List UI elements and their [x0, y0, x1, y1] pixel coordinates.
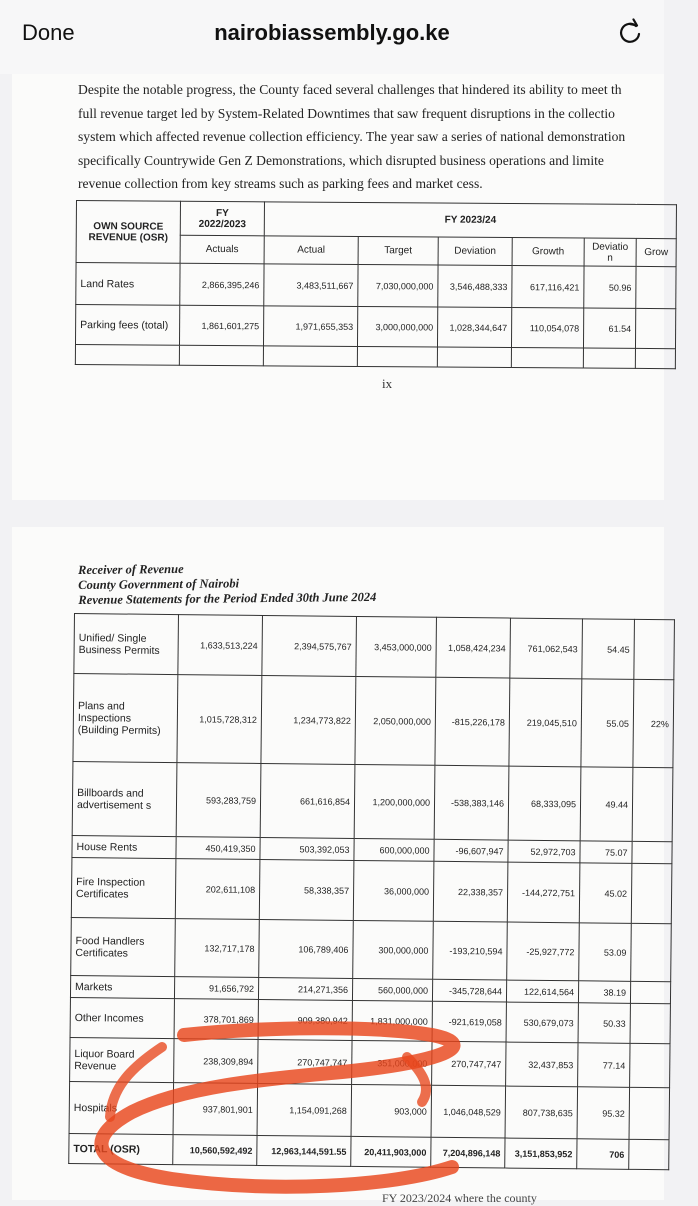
- cell-actuals-prev: 238,309,894: [174, 1039, 258, 1084]
- cell-target: 2,050,000,000: [355, 676, 436, 765]
- cell-growth: 52,972,703: [508, 840, 580, 863]
- cell-actuals-prev: 450,419,350: [176, 837, 260, 860]
- cell-actuals-prev: 10,560,592,492: [173, 1135, 257, 1166]
- cell-target: 903,000: [351, 1084, 432, 1137]
- cell-target: 560,000,000: [352, 978, 432, 1001]
- table-row: [69, 1081, 670, 1139]
- cell-dev-pct: 45.02: [579, 863, 632, 924]
- heading-line: County Government of Nairobi: [78, 576, 240, 592]
- osr-table-continued: [68, 613, 675, 1170]
- cell-deviation: 270,747,747: [432, 1041, 506, 1086]
- cell-growth-pct: [629, 1139, 669, 1169]
- cell-actual: 1,971,655,353: [263, 306, 357, 347]
- row-label: Markets: [70, 975, 174, 998]
- header-fy-year: 2022/2023: [198, 218, 247, 230]
- cell-growth-pct: [636, 266, 676, 308]
- header-fy-label: FY: [215, 207, 229, 219]
- table-row: [71, 857, 672, 923]
- cell-actuals-prev: 2,866,395,246: [180, 263, 264, 306]
- cell-dev-pct: 77.14: [578, 1043, 630, 1088]
- cell-target: 1,831,000,000: [352, 1000, 432, 1041]
- table-row-empty: [75, 344, 675, 368]
- cell-growth-pct: [630, 981, 670, 1003]
- row-label: Parking fees (total): [75, 305, 179, 346]
- cell-deviation: 1,058,424,234: [436, 617, 511, 678]
- cell-growth: 122,614,564: [506, 980, 578, 1003]
- cell-target: 3,000,000,000: [357, 306, 437, 347]
- row-label: House Rents: [72, 835, 176, 858]
- row-label: Fire Inspection Certificates: [71, 857, 176, 918]
- row-label: Food Handlers Certificates: [71, 917, 176, 976]
- footer-text-fragment: FY 2023/2024 where the county: [382, 1191, 537, 1205]
- cell-actuals-prev: 937,801,901: [173, 1083, 258, 1136]
- cell-growth: 617,116,421: [512, 266, 584, 309]
- header-fy-curr: FY 2023/24: [264, 202, 676, 239]
- cell-deviation: 22,338,357: [433, 861, 508, 922]
- table-row: [71, 917, 672, 981]
- cell-growth-pct: [631, 923, 672, 981]
- row-label: Unified/ Single Business Permits: [74, 614, 179, 675]
- document-page-2: [12, 527, 669, 1205]
- statement-heading: [78, 560, 376, 608]
- cell-deviation: 1,028,344,647: [437, 307, 511, 348]
- cell-deviation: -815,226,178: [435, 677, 510, 766]
- table-row-total: [69, 1133, 669, 1169]
- cell-target: 300,000,000: [353, 920, 434, 979]
- cell-deviation: -345,728,644: [432, 979, 506, 1002]
- cell-actual: 106,789,406: [259, 919, 354, 978]
- cell-growth-pct: [632, 767, 673, 841]
- row-label: Liquor Board Revenue: [70, 1037, 174, 1082]
- cell-actuals-prev: 132,717,178: [175, 919, 260, 978]
- cell-growth-pct: [632, 841, 672, 863]
- cell-actuals-prev: 1,015,728,312: [177, 675, 262, 764]
- paragraph-line: specifically Countrywide Gen Z Demonstrations, which disrupted business operations and limite: [78, 152, 604, 168]
- cell-target: 3,453,000,000: [356, 616, 437, 677]
- table-row: [70, 1037, 670, 1087]
- cell-actual: 909,380,942: [258, 999, 352, 1040]
- header-growth-pct: Grow: [636, 238, 676, 266]
- reload-icon[interactable]: [616, 18, 644, 48]
- cell-dev-pct: 55.05: [581, 679, 634, 768]
- paragraph-line: full revenue target led by System-Related Downtimes that saw frequent disruptions in the collectio: [78, 105, 615, 121]
- cell-growth-pct: [629, 1087, 670, 1139]
- heading-line: Revenue Statements for the Period Ended 30th June 2024: [78, 589, 377, 607]
- row-label: Other Incomes: [70, 997, 174, 1038]
- challenges-paragraph: [78, 78, 698, 196]
- cell-dev-pct: 49.44: [580, 767, 633, 842]
- cell-target: 1,200,000,000: [354, 764, 435, 839]
- cell-actual: 503,392,053: [260, 837, 354, 860]
- row-label: Land Rates: [76, 263, 180, 306]
- header-actuals: Actuals: [180, 235, 264, 264]
- cell-actual: 214,271,356: [258, 977, 352, 1000]
- done-button[interactable]: Done: [22, 20, 75, 45]
- paragraph-line: Despite the notable progress, the County faced several challenges that hindered its ability to meet th: [78, 82, 622, 97]
- paragraph-line: revenue collection from key streams such as parking fees and market cess.: [78, 176, 483, 191]
- cell-actuals-prev: 1,861,601,275: [179, 305, 263, 346]
- cell-growth: 761,062,543: [510, 618, 583, 679]
- row-label: Plans and Inspections (Building Permits): [73, 674, 178, 763]
- cell-actuals-prev: 91,656,792: [174, 977, 258, 1000]
- cell-actual: 12,963,144,591.55: [257, 1135, 351, 1166]
- table-row: [70, 997, 670, 1043]
- paragraph-line: system which affected revenue collection efficiency. The year saw a series of national demonstration: [78, 129, 626, 144]
- cell-dev-pct: 50.33: [578, 1003, 630, 1044]
- osr-table-top: [75, 200, 677, 369]
- cell-dev-pct: 50.96: [584, 266, 636, 308]
- cell-actuals-prev: 202,611,108: [175, 859, 260, 920]
- row-label: Billboards and advertisement s: [72, 761, 177, 836]
- cell-deviation: -538,383,146: [434, 765, 509, 840]
- cell-target: 7,030,000,000: [358, 264, 438, 307]
- cell-growth: 530,679,073: [506, 1002, 578, 1043]
- document-page-1: [12, 74, 669, 500]
- cell-growth: 110,054,078: [511, 308, 583, 349]
- cell-growth: 219,045,510: [509, 678, 582, 767]
- cell-deviation: 7,204,896,148: [431, 1137, 505, 1168]
- cell-growth-pct: [631, 863, 672, 923]
- row-label: TOTAL (OSR): [69, 1133, 173, 1164]
- cell-growth-pct: [630, 1043, 670, 1087]
- cell-target: 351,000,000: [352, 1040, 432, 1085]
- cell-deviation: 3,546,488,333: [438, 265, 512, 308]
- cell-actual: 1,234,773,822: [261, 675, 356, 764]
- table-row: [72, 761, 673, 841]
- cell-growth: -144,272,751: [507, 862, 580, 923]
- heading-line: Receiver of Revenue: [78, 561, 184, 577]
- header-actual: Actual: [264, 236, 358, 265]
- address-bar[interactable]: nairobiassembly.go.ke: [214, 20, 450, 45]
- cell-growth: 807,738,635: [505, 1086, 578, 1139]
- row-label: Hospitals: [69, 1081, 174, 1134]
- cell-target: 20,411,903,000: [351, 1136, 431, 1167]
- cell-deviation: -96,607,947: [434, 839, 508, 862]
- cell-dev-pct: 53.09: [579, 923, 632, 982]
- cell-actuals-prev: 1,633,513,224: [178, 615, 263, 676]
- cell-actuals-prev: 378,701,869: [174, 999, 258, 1040]
- table-row: [75, 305, 675, 349]
- cell-growth-pct: [630, 1003, 670, 1043]
- cell-dev-pct: 706: [577, 1139, 629, 1170]
- cell-dev-pct: 95.32: [577, 1087, 630, 1140]
- cell-dev-pct: 38.19: [578, 981, 630, 1004]
- cell-actual: 270,747,747: [258, 1039, 352, 1084]
- cell-growth-pct: [635, 308, 675, 348]
- header-growth: Growth: [512, 238, 584, 267]
- cell-dev-pct: 75.07: [580, 841, 632, 864]
- cell-dev-pct: 54.45: [582, 619, 635, 680]
- cell-growth-pct: [634, 619, 675, 679]
- cell-actuals-prev: 593,283,759: [176, 763, 261, 838]
- header-deviation-pct: Deviatio n: [584, 238, 636, 266]
- cell-growth: 32,437,853: [506, 1042, 578, 1087]
- cell-target: 600,000,000: [354, 838, 434, 861]
- cell-deviation: -921,619,058: [432, 1001, 506, 1042]
- cell-actual: 1,154,091,268: [257, 1083, 352, 1136]
- header-fy-prev: [180, 201, 264, 236]
- browser-toolbar: [0, 0, 664, 74]
- header-osr: OWN SOURCE REVENUE (OSR): [76, 201, 180, 264]
- cell-actual: 3,483,511,667: [264, 264, 358, 307]
- table-row: [76, 263, 676, 309]
- table-row: [74, 614, 675, 680]
- page-number: ix: [382, 376, 393, 391]
- cell-growth-pct: 22%: [633, 679, 674, 767]
- cell-actual: 58,338,357: [259, 859, 354, 920]
- cell-target: 36,000,000: [353, 860, 434, 921]
- cell-growth: -25,927,772: [507, 922, 580, 981]
- cell-dev-pct: 61.54: [583, 308, 635, 348]
- header-deviation: Deviation: [438, 237, 512, 266]
- header-target: Target: [358, 236, 438, 265]
- table-row: [73, 674, 674, 768]
- cell-actual: 661,616,854: [260, 763, 355, 838]
- cell-actual: 2,394,575,767: [262, 615, 357, 676]
- cell-growth: 68,333,095: [508, 766, 581, 841]
- cell-growth: 3,151,853,952: [505, 1138, 577, 1169]
- cell-deviation: 1,046,048,529: [431, 1085, 506, 1138]
- cell-deviation: -193,210,594: [433, 921, 508, 980]
